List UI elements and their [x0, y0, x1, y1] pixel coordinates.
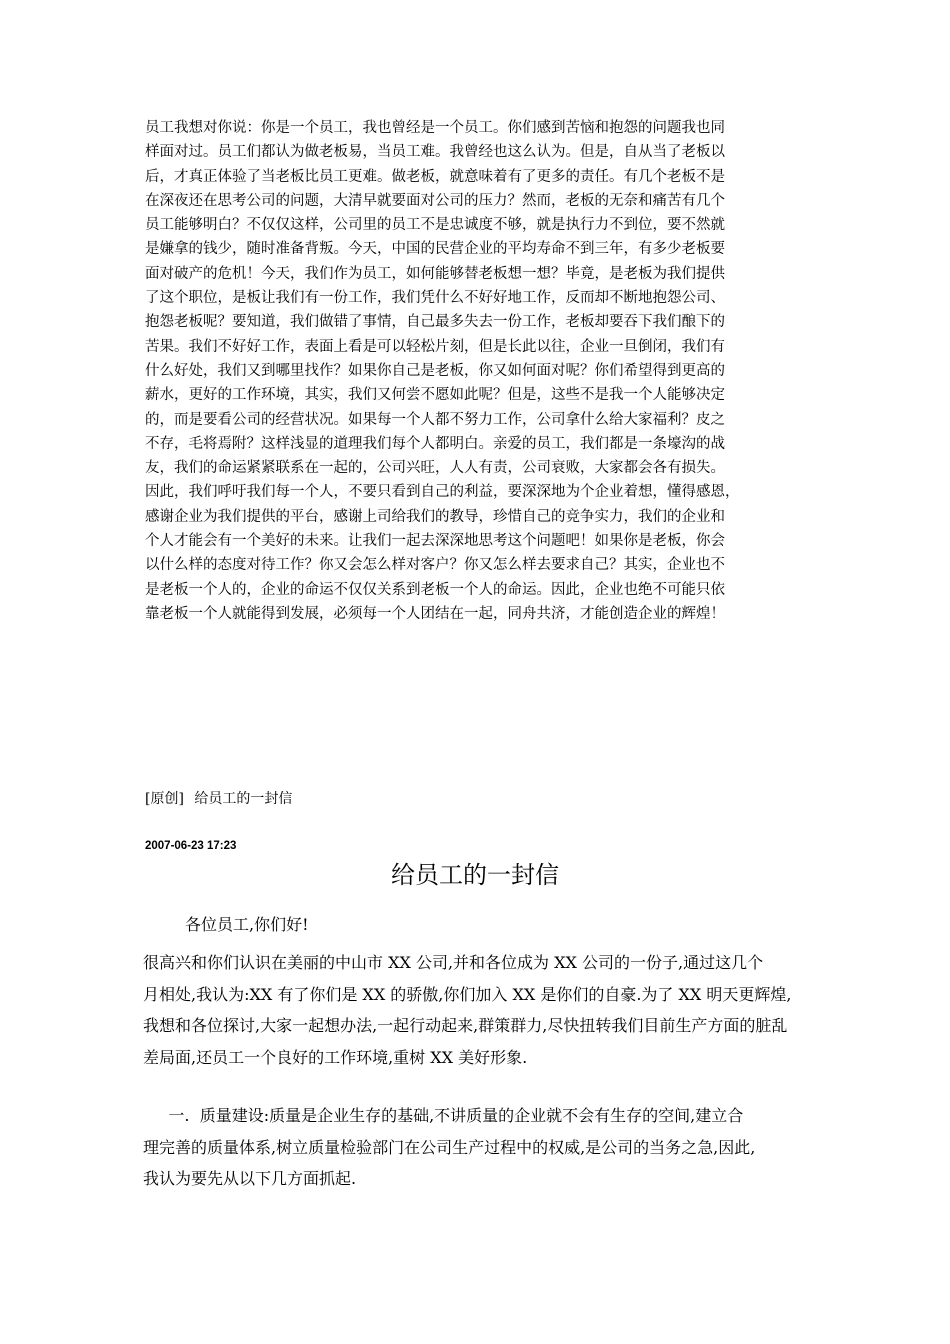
text-line: 友，我们的命运紧紧联系在一起的，公司兴旺，人人有责，公司衰败，大家都会各有损失。 — [145, 460, 725, 477]
text-line: 很高兴和你们认识在美丽的中山市 XX 公司,并和各位成为 XX 公司的一份子,通过这几个 — [143, 953, 764, 972]
text-line: 理完善的质量体系,树立质量检验部门在公司生产过程中的权威,是公司的当务之急,因此, — [143, 1137, 756, 1157]
text-line: 我认为要先从以下几方面抓起. — [143, 1169, 357, 1189]
text-line: 感谢企业为我们提供的平台，感谢上司给我们的教导，珍惜自己的竞争实力，我们的企业和 — [145, 508, 725, 525]
text-line: 不存，毛将焉附？这样浅显的道理我们每个人都明白。亲爱的员工，我们都是一条壕沟的战 — [145, 435, 725, 452]
text-line: 抱怨老板呢？要知道，我们做错了事情，自己最多失去一份工作，老板却要吞下我们酿下的 — [145, 314, 725, 331]
quality-paragraph — [143, 1100, 883, 1195]
text-line: 的，而是要看公司的经营状况。如果每一个人都不努力工作，公司拿什么给大家福利？皮之 — [145, 411, 725, 428]
text-line: 在深夜还在思考公司的问题，大清早就要面对公司的压力？然而，老板的无奈和痛苦有几个 — [145, 192, 725, 209]
text-line: 苦果。我们不好好工作，表面上看是可以轻松片刻，但是长此以往，企业一旦倒闭，我们有 — [145, 338, 725, 355]
text-line: 是嫌拿的钱少，随时准备背叛。今天，中国的民营企业的平均寿命不到三年，有多少老板要 — [145, 241, 725, 258]
text-line: 后，才真正体验了当老板比员工更难。做老板，就意味着有了更多的责任。有几个老板不是 — [145, 168, 725, 185]
text-line: 一. 质量建设:质量是企业生存的基础,不讲质量的企业就不会有生存的空间,建立合 — [143, 1106, 744, 1125]
text-line: 是老板一个人的，企业的命运不仅仅关系到老板一个人的命运。因此，企业也绝不可能只依 — [145, 581, 725, 598]
text-line: 面对破产的危机！今天，我们作为员工，如何能够替老板想一想？毕竟，是老板为我们提供 — [145, 265, 725, 282]
post-tag: [原创] — [145, 791, 184, 807]
post-title: 给员工的一封信 — [194, 791, 293, 807]
intro-paragraph — [143, 947, 883, 1074]
text-line: 什么好处，我们又到哪里找作？如果你自己是老板，你又如何面对呢？你们希望得到更高的 — [145, 362, 725, 379]
text-line: 样面对过。员工们都认为做老板易，当员工难。我曾经也这么认为。但是，自从当了老板以 — [145, 144, 725, 161]
letter-title: 给员工的一封信 — [391, 861, 559, 889]
employee-letter-block — [145, 116, 813, 626]
text-line: 员工我想对你说：你是一个员工，我也曾经是一个员工。你们感到苦恼和抱怨的问题我也同 — [145, 120, 725, 136]
text-line: 靠老板一个人就能得到发展，必须每一个人团结在一起，同舟共济，才能创造企业的辉煌！ — [145, 605, 725, 622]
text-line: 薪水，更好的工作环境，其实，我们又何尝不愿如此呢？但是，这些不是我一个人能够决定 — [145, 387, 725, 404]
text-line: 以什么样的态度对待工作？你又会怎么样对客户？你又怎么样去要求自己？其实，企业也不 — [145, 557, 725, 574]
post-header — [145, 788, 292, 808]
post-date: 2007-06-23 17:23 — [145, 840, 237, 852]
text-line: 差局面,还员工一个良好的工作环境,重树 XX 美好形象. — [143, 1048, 528, 1068]
text-line: 了这个职位，是板让我们有一份工作，我们凭什么不好好地工作，反而却不断地抱怨公司、 — [145, 290, 725, 307]
text-line: 因此，我们呼吁我们每一个人，不要只看到自己的利益，要深深地为个企业着想，懂得感恩， — [145, 484, 740, 501]
text-line: 月相处,我认为:XX 有了你们是 XX 的骄傲,你们加入 XX 是你们的自豪.为了 XX 明天更辉煌, — [143, 984, 792, 1004]
text-line: 个人才能会有一个美好的未来。让我们一起去深深地思考这个问题吧！如果你是老板，你会 — [145, 533, 725, 550]
text-line: 我想和各位探讨,大家一起想办法,一起行动起来,群策群力,尽快扭转我们目前生产方面的脏乱 — [143, 1016, 788, 1036]
text-line: 员工能够明白？不仅仅这样，公司里的员工不是忠诚度不够，就是执行力不到位，要不然就 — [145, 217, 725, 234]
greeting: 各位员工,你们好! — [185, 915, 309, 934]
